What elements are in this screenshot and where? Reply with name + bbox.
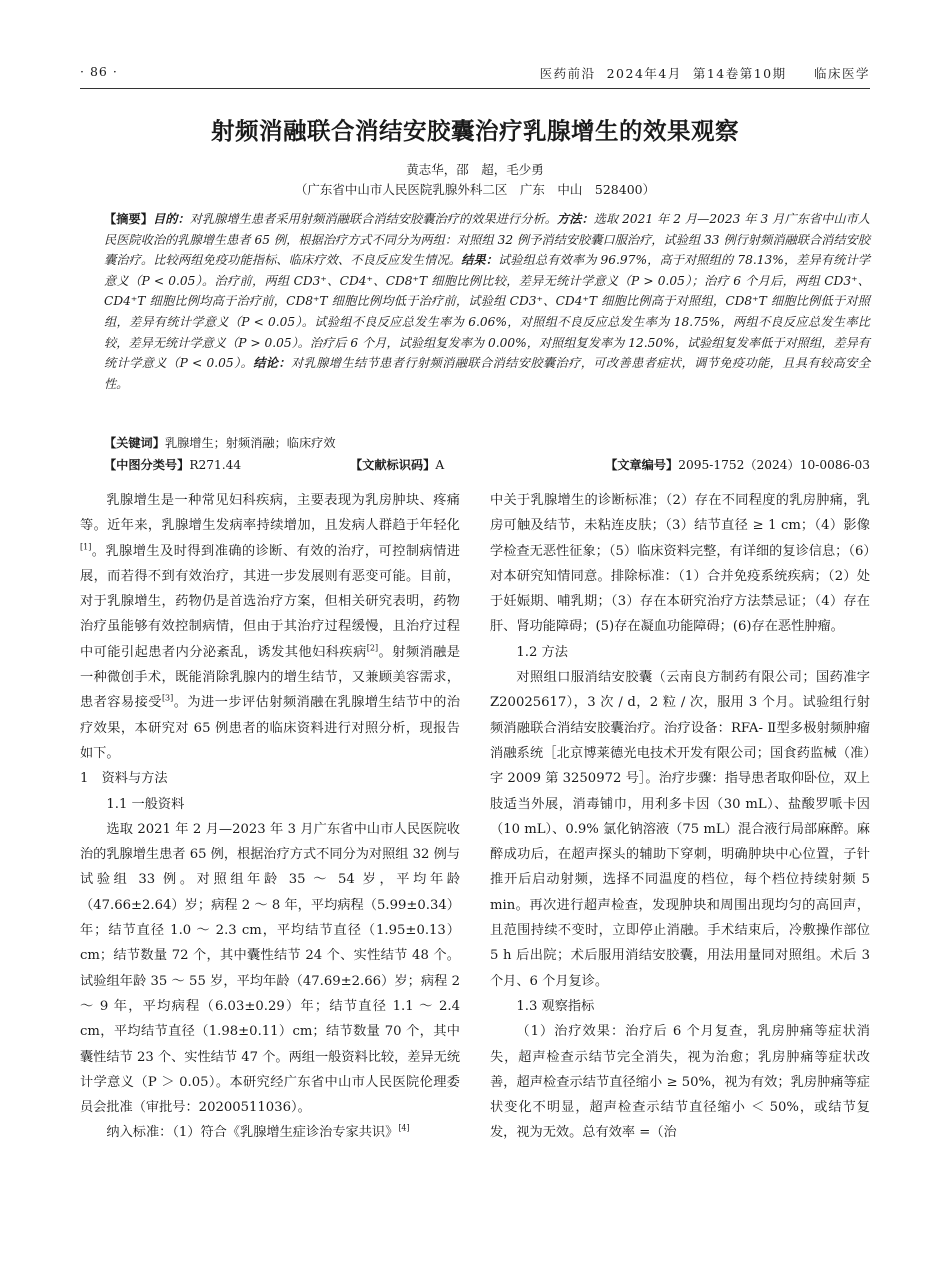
intro-text-2: 。乳腺增生及时得到准确的诊断、有效的治疗，可控制病情进展，而若得不到有效治疗，其进一步发展则有恶变可能。目前，对于乳腺增生，药物仍是首选治疗方案，但相关研究表明，药物治疗虽能够有效控制病情，但由于其治疗过程缓慢，且治疗过程中可能引起患者内分泌紊乱，诱发其他妇科疾病: [80, 543, 460, 660]
purpose-label: 目的：: [152, 212, 190, 226]
journal-info: 医药前沿 2024年4月 第14卷第10期 临床医学: [539, 66, 870, 81]
section-1-1-heading: 1.1 一般资料: [106, 796, 185, 812]
authors: 黄志华，邵 超，毛少勇: [406, 162, 544, 177]
section-1-title: 资料与方法: [101, 771, 168, 787]
article-number-value: 2095-1752（2024）10-0086-03: [678, 458, 870, 472]
left-column: [80, 488, 460, 1146]
result-label: 结果：: [461, 253, 499, 268]
method-label: 方法：: [556, 212, 594, 226]
intro-text-1: 乳腺增生是一种常见妇科疾病，主要表现为乳房肿块、疼痛等。近年来，乳腺增生发病率持续增加，且发病人群趋于年轻化: [80, 493, 460, 534]
page: [80, 0, 870, 1280]
article-meta: [104, 455, 870, 475]
abstract-purpose: 对乳腺增生患者采用射频消融联合消结安胶囊治疗的效果进行分析。: [189, 212, 557, 226]
section-1-number: 1: [80, 771, 89, 787]
citation-2: [2]: [366, 643, 379, 653]
section-1-2-heading: 1.2 方法: [516, 644, 568, 660]
abstract: [104, 209, 870, 394]
inclusion-text: 纳入标准：（1）符合《乳腺增生症诊治专家共识》: [106, 1125, 399, 1141]
abstract-result: 试验组总有效率为 96.97%，高于对照组的 78.13%，差异有统计学意义（P < 0.05）。治疗前，两组 CD3⁺、CD4⁺、CD8⁺T 细胞比例比较，差异无统计学意义（P > 0.05）；治疗 6 个月后，两组 CD3⁺、CD4⁺T 细胞比例均高于治疗前，CD8⁺T 细胞比例均低于治疗前，试验组 CD3⁺、CD4⁺T 细胞比例高于对照组，CD8⁺T 细胞比例低于对照组，差异有统计学意义（P < 0.05）。试验组不良反应总发生率为 6.06%，对照组不良反应总发生率为 18.75%，两组不良反应总发生率比较，差异无统计学意义（P > 0.05）。治疗后 6 个月，试验组复发率为 0.00%，对照组复发率为 12.50%，试验组复发率低于对照组，差异有统计学意义（P < 0.05）。: [104, 253, 871, 371]
intro-text-4: 。为进一步评估射频消融在乳腺增生结节中的治疗效果，本研究对 65 例患者的临床资料进行对照分析，现报告如下。: [80, 695, 461, 761]
abstract-method: 选取 2021 年 2 月—2023 年 3 月广东省中山市人民医院收治的乳腺增生患者 65 例，根据治疗方式不同分为两组：对照组 32 例予消结安胶囊口服治疗，试验组 33 例行射频消融联合消结安胶囊治疗。比较两组免疫功能指标、临床疗效、不良反应发生情况。: [104, 212, 871, 268]
inclusion-paragraph-start: [80, 1120, 460, 1145]
article-number: [605, 455, 870, 475]
conclusion-label: 结论：: [253, 356, 291, 371]
abstract-conclusion: 对乳腺增生结节患者行射频消融联合消结安胶囊治疗，可改善患者症状，调节免疫功能，且具有较高安全性。: [104, 356, 871, 391]
doc-label: 【文献标识码】: [350, 458, 436, 472]
intro-paragraph: [80, 488, 460, 766]
running-header: [80, 64, 870, 84]
citation-1: [1]: [80, 542, 92, 552]
doc-code: [350, 455, 444, 475]
section-1-heading: [80, 766, 460, 791]
keywords: [104, 433, 870, 453]
clc-label: 【中图分类号】: [104, 458, 190, 472]
clc-code: [104, 455, 241, 475]
intro-text-3: 。射频消融是一种微创手术，既能消除乳腺内的增生结节，又兼顾美容需求，患者容易接受: [80, 644, 461, 711]
observation-paragraph: （1）治疗效果：治疗后 6 个月复查，乳房肿痛等症状消失，超声检查示结节完全消失，视为治愈；乳房肿痛等症状改善，超声检查示结节直径缩小 ≥ 50%，视为有效；乳房肿痛等症状变化不明显，超声检查示结节直径缩小 ＜ 50%，或结节复发，视为无效。总有效率 =（治: [490, 1024, 870, 1141]
clc-value: R271.44: [189, 458, 242, 472]
method-paragraph: 对照组口服消结安胶囊（云南良方制药有限公司；国药准字 Z20025617），3 次 / d，2 粒 / 次，服用 3 个月。试验组行射频消融联合消结安胶囊治疗。治疗设备：RFA- Ⅱ型多极射频肿瘤消融系统［北京博莱德光电技术开发有限公司；国食药监械（准）字 2009 第 3250972 号］。治疗步骤：指导患者取仰卧位，双上肢适当外展，消毒铺巾，用利多卡因（30 mL）、盐酸罗哌卡因（10 mL）、0.9% 氯化钠溶液（75 mL）混合液行局部麻醉。麻醉成功后，在超声探头的辅助下穿刺，明确肿块中心位置，子针推开后启动射频，选择不同温度的档位，每个档位持续射频 5 min。再次进行超声检查，发现肿块和周围出现均匀的高回声，且范围持续不变时，立即停止消融。手术结束后，冷敷操作部位 5 h 后出院；术后服用消结安胶囊，用法用量同对照组。术后 3 个月、6 个月复诊。: [490, 670, 870, 989]
article-number-label: 【文章编号】: [605, 458, 679, 472]
citation-4: [4]: [398, 1124, 410, 1134]
affiliation: （广东省中山市人民医院乳腺外科二区 广东 中山 528400）: [294, 182, 656, 197]
page-number: · 86 ·: [80, 64, 118, 79]
article-title: 射频消融联合消结安胶囊治疗乳腺增生的效果观察: [211, 117, 739, 145]
inclusion-paragraph-cont: 中关于乳腺增生的诊断标准；（2）存在不同程度的乳房肿痛，乳房可触及结节，未粘连皮肤；（3）结节直径 ≥ 1 cm；（4）影像学检查无恶性征象；（5）临床资料完整，有详细的复诊信息；（6）对本研究知情同意。排除标准：（1）合并免疫系统疾病；（2）处于妊娠期、哺乳期；（3）存在本研究治疗方法禁忌证；（4）存在肝、肾功能障碍；(5)存在凝血功能障碍；(6)存在恶性肿瘤。: [490, 493, 870, 635]
citation-3: [3]: [161, 693, 174, 703]
header-rule: [80, 88, 870, 89]
keywords-text: 乳腺增生；射频消融；临床疗效: [164, 436, 336, 450]
section-1-3-heading: 1.3 观察指标: [516, 998, 595, 1014]
abstract-label: 【摘要】: [104, 212, 153, 226]
keywords-label: 【关键词】: [104, 436, 165, 450]
doc-value: A: [435, 458, 445, 472]
right-column: [490, 488, 870, 1146]
general-data-paragraph: 选取 2021 年 2 月—2023 年 3 月广东省中山市人民医院收治的乳腺增生患者 65 例，根据治疗方式不同分为对照组 32 例与试验组 33 例。对照组年龄 35 ～ 54 岁，平均年龄（47.66±2.64）岁；病程 2 ～ 8 年，平均病程（5.99±0.34）年；结节直径 1.0 ～ 2.3 cm，平均结节直径（1.95±0.13）cm；结节数量 72 个，其中囊性结节 24 个、实性结节 48 个。试验组年龄 35 ～ 55 岁，平均年龄（47.69±2.66）岁；病程 2 ～ 9 年，平均病程（6.03±0.29）年；结节直径 1.1 ～ 2.4 cm，平均结节直径（1.98±0.11）cm；结节数量 70 个，其中囊性结节 23 个、实性结节 47 个。两组一般资料比较，差异无统计学意义（P ＞ 0.05）。本研究经广东省中山市人民医院伦理委员会批准（审批号：20200511036）。: [80, 821, 461, 1116]
